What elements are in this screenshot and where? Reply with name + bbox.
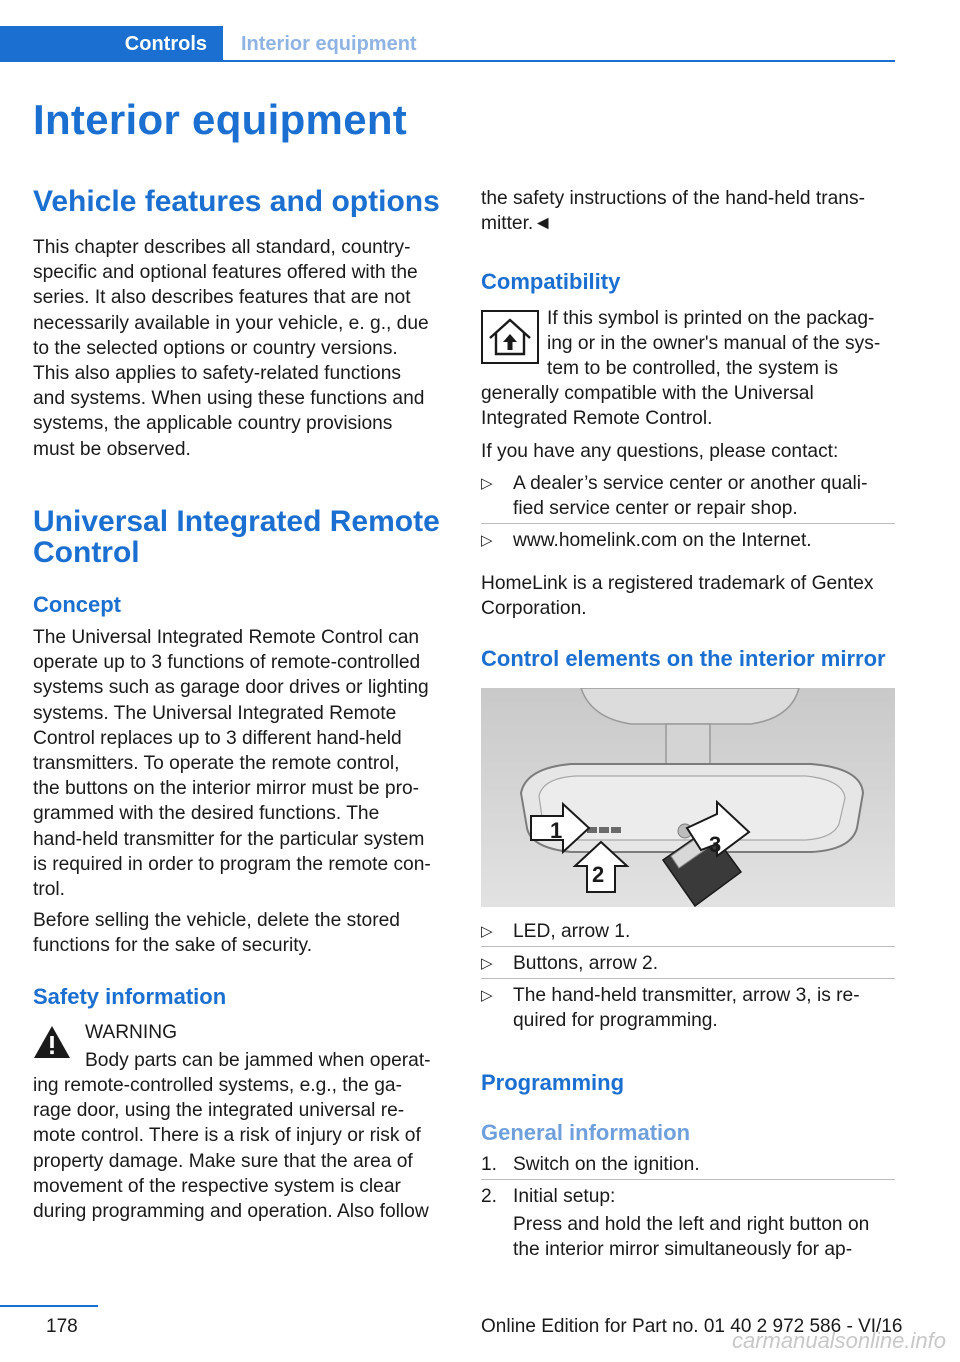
- text-line: the safety instructions of the hand-held trans-: [481, 188, 865, 209]
- divider: [481, 1179, 895, 1180]
- text-line: systems. The Universal Integrated Remote: [33, 702, 397, 724]
- text-line: mote control. There is a risk of injury or risk of: [33, 1125, 421, 1147]
- watermark: carmanualsonline.info: [731, 1328, 946, 1353]
- text-line: ing or in the owner's manual of the sys-: [547, 333, 881, 355]
- list-item: [481, 919, 897, 945]
- step-item: [481, 1184, 897, 1262]
- text-line: hand-held transmitter for the particular system: [33, 828, 425, 850]
- text-line: tem to be controlled, the system is: [547, 358, 839, 380]
- text-line: systems, the applicable country provisions: [33, 413, 393, 435]
- text-line: to the selected options or country versions.: [33, 337, 398, 359]
- page-title: Interior equipment: [33, 96, 408, 143]
- heading-safety: Safety information: [33, 984, 227, 1009]
- page-header: [0, 26, 895, 62]
- mirror-label: 3: [709, 832, 722, 857]
- heading-line: Control: [33, 536, 140, 569]
- edition-note: Online Edition for Part no. 01 40 2 972 586 - VI/16: [481, 1316, 903, 1337]
- step-number: 1.: [481, 1154, 498, 1175]
- triangle-right-icon: ▷: [481, 532, 493, 549]
- text-line: operate up to 3 functions of remote-controlled: [33, 652, 421, 674]
- text-line: Switch on the ignition.: [513, 1154, 700, 1175]
- divider: [481, 946, 895, 947]
- heading-line: Universal Integrated Remote: [33, 505, 440, 538]
- text-line: movement of the respective system is clear: [33, 1175, 401, 1197]
- warning-text: [33, 1073, 453, 1224]
- warning-label: WARNING: [85, 1022, 178, 1043]
- para-selling: [33, 908, 449, 958]
- heading-uirc: [33, 506, 440, 568]
- triangle-right-icon: ▷: [481, 923, 493, 940]
- text-line: is required in order to program the remote con-: [33, 853, 431, 875]
- mirror-label: 1: [550, 818, 563, 843]
- warning-triangle-icon: [32, 1024, 72, 1060]
- text-line: HomeLink is a registered trademark of Gentex: [481, 573, 874, 594]
- interior-mirror-illustration: [481, 688, 895, 907]
- list-item: [481, 471, 897, 523]
- text-line: Corporation.: [481, 598, 587, 620]
- text-line: and systems. When using these functions and: [33, 388, 425, 410]
- para-vehicle-features: [33, 235, 449, 462]
- mirror-label: 2: [592, 862, 605, 887]
- text-line: This chapter describes all standard, country-: [33, 237, 411, 258]
- footer-rule: [0, 1305, 98, 1307]
- text-line: mitter.◄: [481, 213, 553, 235]
- text-line: generally compatible with the Universal: [481, 383, 814, 404]
- text-line: the interior mirror simultaneously for ap-: [513, 1239, 853, 1261]
- page-number: 178: [46, 1316, 78, 1337]
- text-line: Press and hold the left and right button on: [513, 1214, 870, 1236]
- triangle-right-icon: ▷: [481, 987, 493, 1004]
- text-line: LED, arrow 1.: [513, 921, 631, 942]
- text-line: This also applies to safety-related functions: [33, 363, 401, 385]
- text-line: trol.: [33, 879, 65, 901]
- divider: [481, 978, 895, 979]
- text-line: property damage. Make sure that the area of: [33, 1150, 413, 1172]
- text-line: during programming and operation. Also follow: [33, 1201, 429, 1223]
- text-line: specific and optional features offered with the: [33, 262, 418, 284]
- heading-control-elements: Control elements on the interior mirror: [481, 646, 886, 671]
- text-line: The hand-held transmitter, arrow 3, is re-: [513, 985, 860, 1006]
- text-line: Initial setup:: [513, 1186, 616, 1207]
- text-line: quired for programming.: [513, 1010, 718, 1032]
- text-line: Before selling the vehicle, delete the stored: [33, 910, 400, 931]
- heading-concept: Concept: [33, 592, 121, 617]
- heading-general-information: General information: [481, 1120, 691, 1145]
- text-line: must be observed.: [33, 438, 191, 460]
- triangle-right-icon: ▷: [481, 475, 493, 492]
- para-homelink: [481, 571, 897, 621]
- text-line: If this symbol is printed on the packag-: [547, 308, 875, 329]
- warning-indent-line: Body parts can be jammed when operat-: [85, 1050, 431, 1071]
- text-line: ing remote-controlled systems, e.g., the ga-: [33, 1075, 402, 1096]
- text-line: series. It also describes features that are not: [33, 287, 411, 309]
- text-line: necessarily available in your vehicle, e. g., due: [33, 312, 429, 334]
- triangle-right-icon: ▷: [481, 955, 493, 972]
- para-concept: [33, 625, 453, 902]
- heading-programming: Programming: [481, 1070, 625, 1095]
- text-line: A dealer’s service center or another quali-: [513, 473, 868, 494]
- tab-section[interactable]: Interior equipment: [241, 33, 417, 55]
- homelink-house-icon: [481, 310, 539, 364]
- text-line: functions for the sake of security.: [33, 935, 313, 957]
- text-line: the buttons on the interior mirror must be pro-: [33, 778, 420, 800]
- list-item: [481, 951, 897, 977]
- heading-compatibility: Compatibility: [481, 269, 621, 294]
- step-item: [481, 1152, 897, 1178]
- list-item: [481, 528, 897, 554]
- divider: [481, 523, 895, 524]
- compat-indent-text: [547, 306, 897, 382]
- text-line: systems such as garage door drives or lighting: [33, 677, 429, 699]
- para-continued: [481, 186, 897, 236]
- step-number: 2.: [481, 1186, 498, 1207]
- compat-full-text: [481, 381, 897, 431]
- heading-vehicle-features: Vehicle features and options: [33, 185, 440, 218]
- list-item: [481, 983, 897, 1035]
- text-line: grammed with the desired functions. The: [33, 803, 380, 825]
- para-questions: If you have any questions, please contact:: [481, 441, 839, 462]
- text-line: Integrated Remote Control.: [481, 408, 713, 430]
- text-line: Control replaces up to 3 different hand-held: [33, 727, 402, 749]
- header-rule: [223, 60, 895, 62]
- text-line: fied service center or repair shop.: [513, 498, 798, 520]
- text-line: The Universal Integrated Remote Control can: [33, 627, 420, 648]
- text-line: transmitters. To operate the remote control,: [33, 753, 400, 775]
- text-line: www.homelink.com on the Internet.: [513, 530, 812, 551]
- text-line: Buttons, arrow 2.: [513, 953, 659, 974]
- tab-controls[interactable]: Controls: [0, 26, 223, 62]
- text-line: rage door, using the integrated universal re-: [33, 1100, 405, 1122]
